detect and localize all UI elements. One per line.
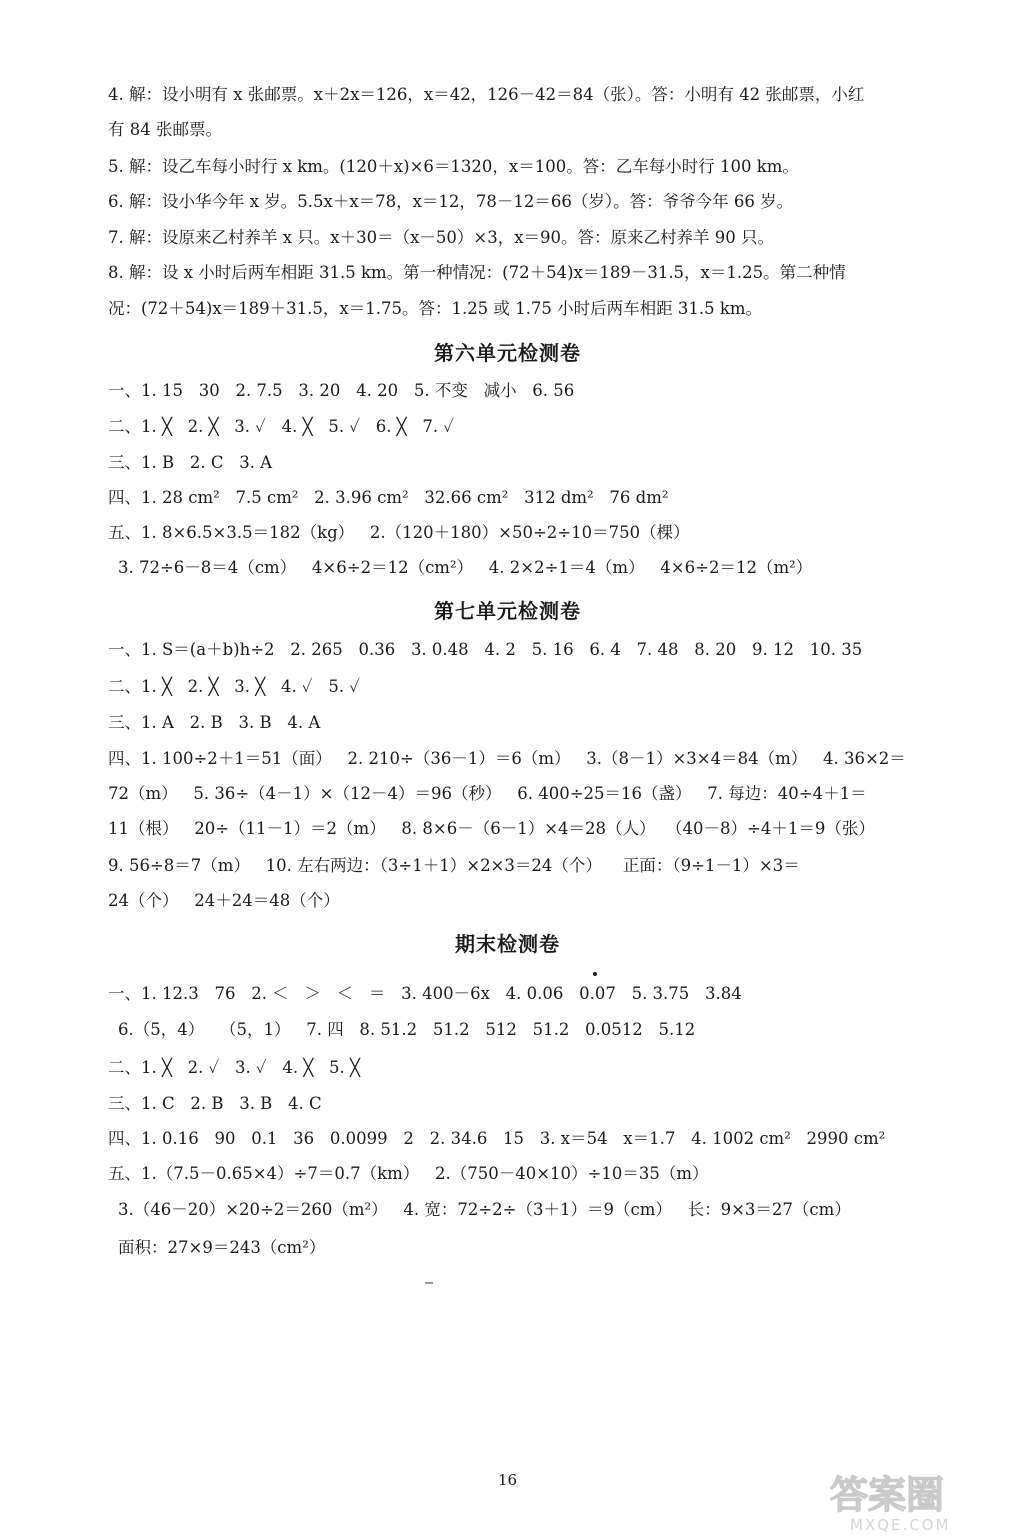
answer-line: 6.（5，4） （5，1） 7. 四 8. 51.2 51.2 512 51.2 0.0512 5.12	[118, 1020, 696, 1039]
answer-line: 况：(72＋54)x＝189＋31.5，x＝1.75。答：1.25 或 1.75 小时后两车相距 31.5 km。	[108, 299, 763, 318]
answer-line: 72（m） 5. 36÷（4－1）×（12－4）＝96（秒） 6. 400÷25＝16（盏） 7. 每边：40÷4＋1＝	[108, 784, 867, 803]
answer-line: 24（个） 24＋24＝48（个）	[108, 891, 340, 910]
answer-line: 5. 解：设乙车每小时行 x km。(120＋x)×6＝1320，x＝100。答：乙车每小时行 100 km。	[108, 157, 799, 176]
answer-line: 有 84 张邮票。	[108, 120, 222, 139]
answer-line: 一、1. S＝(a＋b)h÷2 2. 265 0.36 3. 0.48 4. 2 5. 16 6. 4 7. 48 8. 20 9. 12 10. 35	[108, 640, 863, 659]
svg-text:答案圈: 答案圈	[830, 1473, 945, 1517]
answer-line: 四、1. 100÷2＋1＝51（面） 2. 210÷（36－1）＝6（m） 3.（8－1）×3×4＝84（m） 4. 36×2＝	[108, 749, 906, 768]
section-heading: 第七单元检测卷	[434, 599, 581, 623]
answer-line: 二、1. ╳ 2. ╳ 3. ✓ 4. ╳ 5. ✓ 6. ╳ 7. ✓	[108, 417, 454, 436]
answer-line: 四、1. 28 cm² 7.5 cm² 2. 3.96 cm² 32.66 cm² 312 dm² 76 dm²	[108, 488, 669, 507]
answer-line: 一、1. 12.3 76 2. ＜ ＞ ＜ ＝ 3. 400－6x 4. 0.06 0.07 5. 3.75 3.84	[108, 984, 742, 1003]
answer-line: 二、1. ╳ 2. ✓ 3. ✓ 4. ╳ 5. ╳	[108, 1058, 360, 1077]
answer-line: 一、1. 15 30 2. 7.5 3. 20 4. 20 5. 不变 减小 6. 56	[108, 381, 575, 400]
answer-line: 7. 解：设原来乙村养羊 x 只。x＋30＝（x－50）×3，x＝90。答：原来乙村养羊 90 只。	[108, 228, 774, 247]
answer-line: 二、1. ╳ 2. ╳ 3. ╳ 4. ✓ 5. ✓	[108, 677, 360, 696]
site-watermark-logo	[822, 1468, 1012, 1534]
answer-line: 4. 解：设小明有 x 张邮票。x＋2x＝126，x＝42，126－42＝84（张）。答：小明有 42 张邮票，小红	[108, 85, 865, 104]
answer-line: 三、1. B 2. C 3. A	[108, 453, 273, 472]
answer-line: 三、1. C 2. B 3. B 4. C	[108, 1094, 322, 1113]
svg-text:MXQE.COM: MXQE.COM	[850, 1516, 951, 1534]
repeating-decimal-dot	[593, 972, 597, 976]
answer-line: 9. 56÷8＝7（m） 10. 左右两边：（3÷1＋1）×2×3＝24（个） 正面：（9÷1－1）×3＝	[108, 856, 800, 875]
section-heading: 期末检测卷	[455, 932, 560, 956]
answer-line: 3.（46－20）×20÷2＝260（m²） 4. 宽：72÷2÷（3＋1）＝9（cm） 长：9×3＝27（cm）	[118, 1200, 851, 1219]
scan-mark	[425, 1282, 433, 1284]
page-number: 16	[497, 1471, 518, 1489]
answer-line: 三、1. A 2. B 3. B 4. A	[108, 713, 321, 732]
answer-line: 11（根） 20÷（11－1）＝2（m） 8. 8×6－（6－1）×4＝28（人） （40－8）÷4＋1＝9（张）	[108, 819, 875, 838]
section-heading: 第六单元检测卷	[434, 341, 581, 365]
answer-line: 五、1.（7.5－0.65×4）÷7＝0.7（km） 2.（750－40×10）÷10＝35（m）	[108, 1164, 709, 1183]
answer-line: 8. 解：设 x 小时后两车相距 31.5 km。第一种情况：(72＋54)x＝189－31.5，x＝1.25。第二种情	[108, 263, 846, 282]
answer-line: 6. 解：设小华今年 x 岁。5.5x＋x＝78，x＝12，78－12＝66（岁）。答：爷爷今年 66 岁。	[108, 192, 794, 211]
answer-line: 面积：27×9＝243（cm²）	[118, 1238, 326, 1257]
answer-line: 五、1. 8×6.5×3.5＝182（kg） 2.（120＋180）×50÷2÷10＝750（棵）	[108, 523, 690, 542]
answer-line: 四、1. 0.16 90 0.1 36 0.0099 2 2. 34.6 15 3. x＝54 x＝1.7 4. 1002 cm² 2990 cm²	[108, 1129, 886, 1148]
answer-line: 3. 72÷6－8＝4（cm） 4×6÷2＝12（cm²） 4. 2×2÷1＝4（m） 4×6÷2＝12（m²）	[118, 558, 813, 577]
